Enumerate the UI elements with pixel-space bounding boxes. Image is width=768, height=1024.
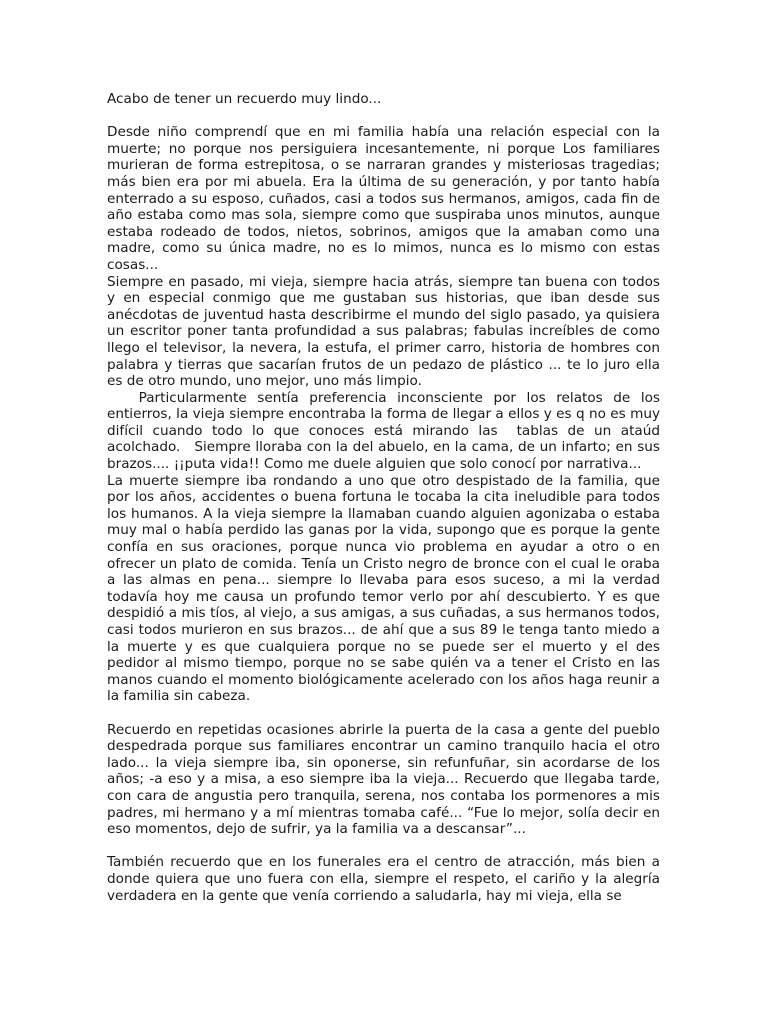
paragraph-door-memories: Recuerdo en repetidas ocasiones abrirle la puerta de la casa a gente del pueblo despedrada porque sus familiares encontrar un camino tranquilo hacia el otro lado... la vieja siempre iba, sin oponerse, sin refunfuñar, sin acordarse de los años; -a eso y a misa, a eso siempre iba la vieja... Recuerdo que llegaba tarde, con cara de angustia pero tranquila, serena, nos contaba los pormenores a mis padres, mi hermano y a mí mientras tomaba café... “Fue lo mejor, solía decir en eso momentos, dejo de sufrir, ya la familia va a descansar”... <box>107 721 660 838</box>
document-page <box>107 91 665 904</box>
paragraph-past-stories: Siempre en pasado, mi vieja, siempre hacia atrás, siempre tan buena con todos y en especial conmigo que me gustaban sus historias, que iban desde sus anécdotas de juventud hasta describirme el mundo del siglo pasado, ya quisiera un escritor poner tanta profundidad a sus palabras; fabulas increíbles de como llego el televisor, la nevera, la estufa, el primer carro, historia de hombres con palabra y tierras que sacarían frutos de un pedazo de plástico ... te lo juro ella es de otro mundo, uno mejor, uno más limpio. <box>107 273 660 390</box>
paragraph-death-rounding: La muerte siempre iba rondando a uno que otro despistado de la familia, que por los años, accidentes o buena fortuna le tocaba la cita ineludible para todos los humanos. A la vieja siempre la llamaban cuando alguien agonizaba o estaba muy mal o había perdido las ganas por la vida, supongo que es porque la gente confía en sus oraciones, porque nunca vio problema en ayudar a otro o en ofrecer un plato de comida. Tenía un Cristo negro de bronce con el cual le oraba a las almas en pena... siempre lo llevaba para esos suceso, a mi la verdad todavía hoy me causa un profundo temor verlo por ahí descubierto. Y es que despidió a mis tíos, al viejo, a sus amigas, a sus cuñadas, a sus hermanos todos, casi todos murieron en sus brazos... de ahí que a sus 89 le tenga tanto miedo a la muerte y es que cualquiera porque no se puede ser el muerto y el des pedidor al mismo tiempo, porque no se sabe quién va a tener el Cristo en las manos cuando el momento biológicamente acelerado con los años haga reunir a la familia sin cabeza. <box>107 472 660 705</box>
paragraph-childhood: Desde niño comprendí que en mi familia había una relación especial con la muerte; no porque nos persiguiera incesantemente, ni porque Los familiares murieran de forma estrepitosa, o se narraran grandes y misteriosas tragedias; más bien era por mi abuela. Era la última de su generación, y por tanto había enterrado a su esposo, cuñados, casi a todos sus hermanos, amigos, cada fin de año estaba como mas sola, siempre como que suspiraba unos minutos, aunque estaba rodeado de todos, nietos, sobrinos, amigos que la amaban como una madre, como su única madre, no es lo mimos, nunca es lo mismo con estas cosas... <box>107 124 660 273</box>
paragraph-burials: Particularmente sentía preferencia inconsciente por los relatos de los entierros, la vieja siempre encontraba la forma de llegar a ellos y es q no es muy difícil cuando todo lo que conoces está mirando las tablas de un ataúd acolchado. Siempre lloraba con la del abuelo, en la cama, de un infarto; en sus brazos.... ¡¡puta vida!! Como me duele alguien que solo conocí por narrativa... <box>107 389 665 473</box>
paragraph-funerals: También recuerdo que en los funerales era el centro de atracción, más bien a donde quiera que uno fuera con ella, siempre el respeto, el cariño y la alegría verdadera en la gente que venía corriendo a saludarla, hay mi vieja, ella se <box>107 854 660 904</box>
opening-line: Acabo de tener un recuerdo muy lindo... <box>107 91 382 107</box>
